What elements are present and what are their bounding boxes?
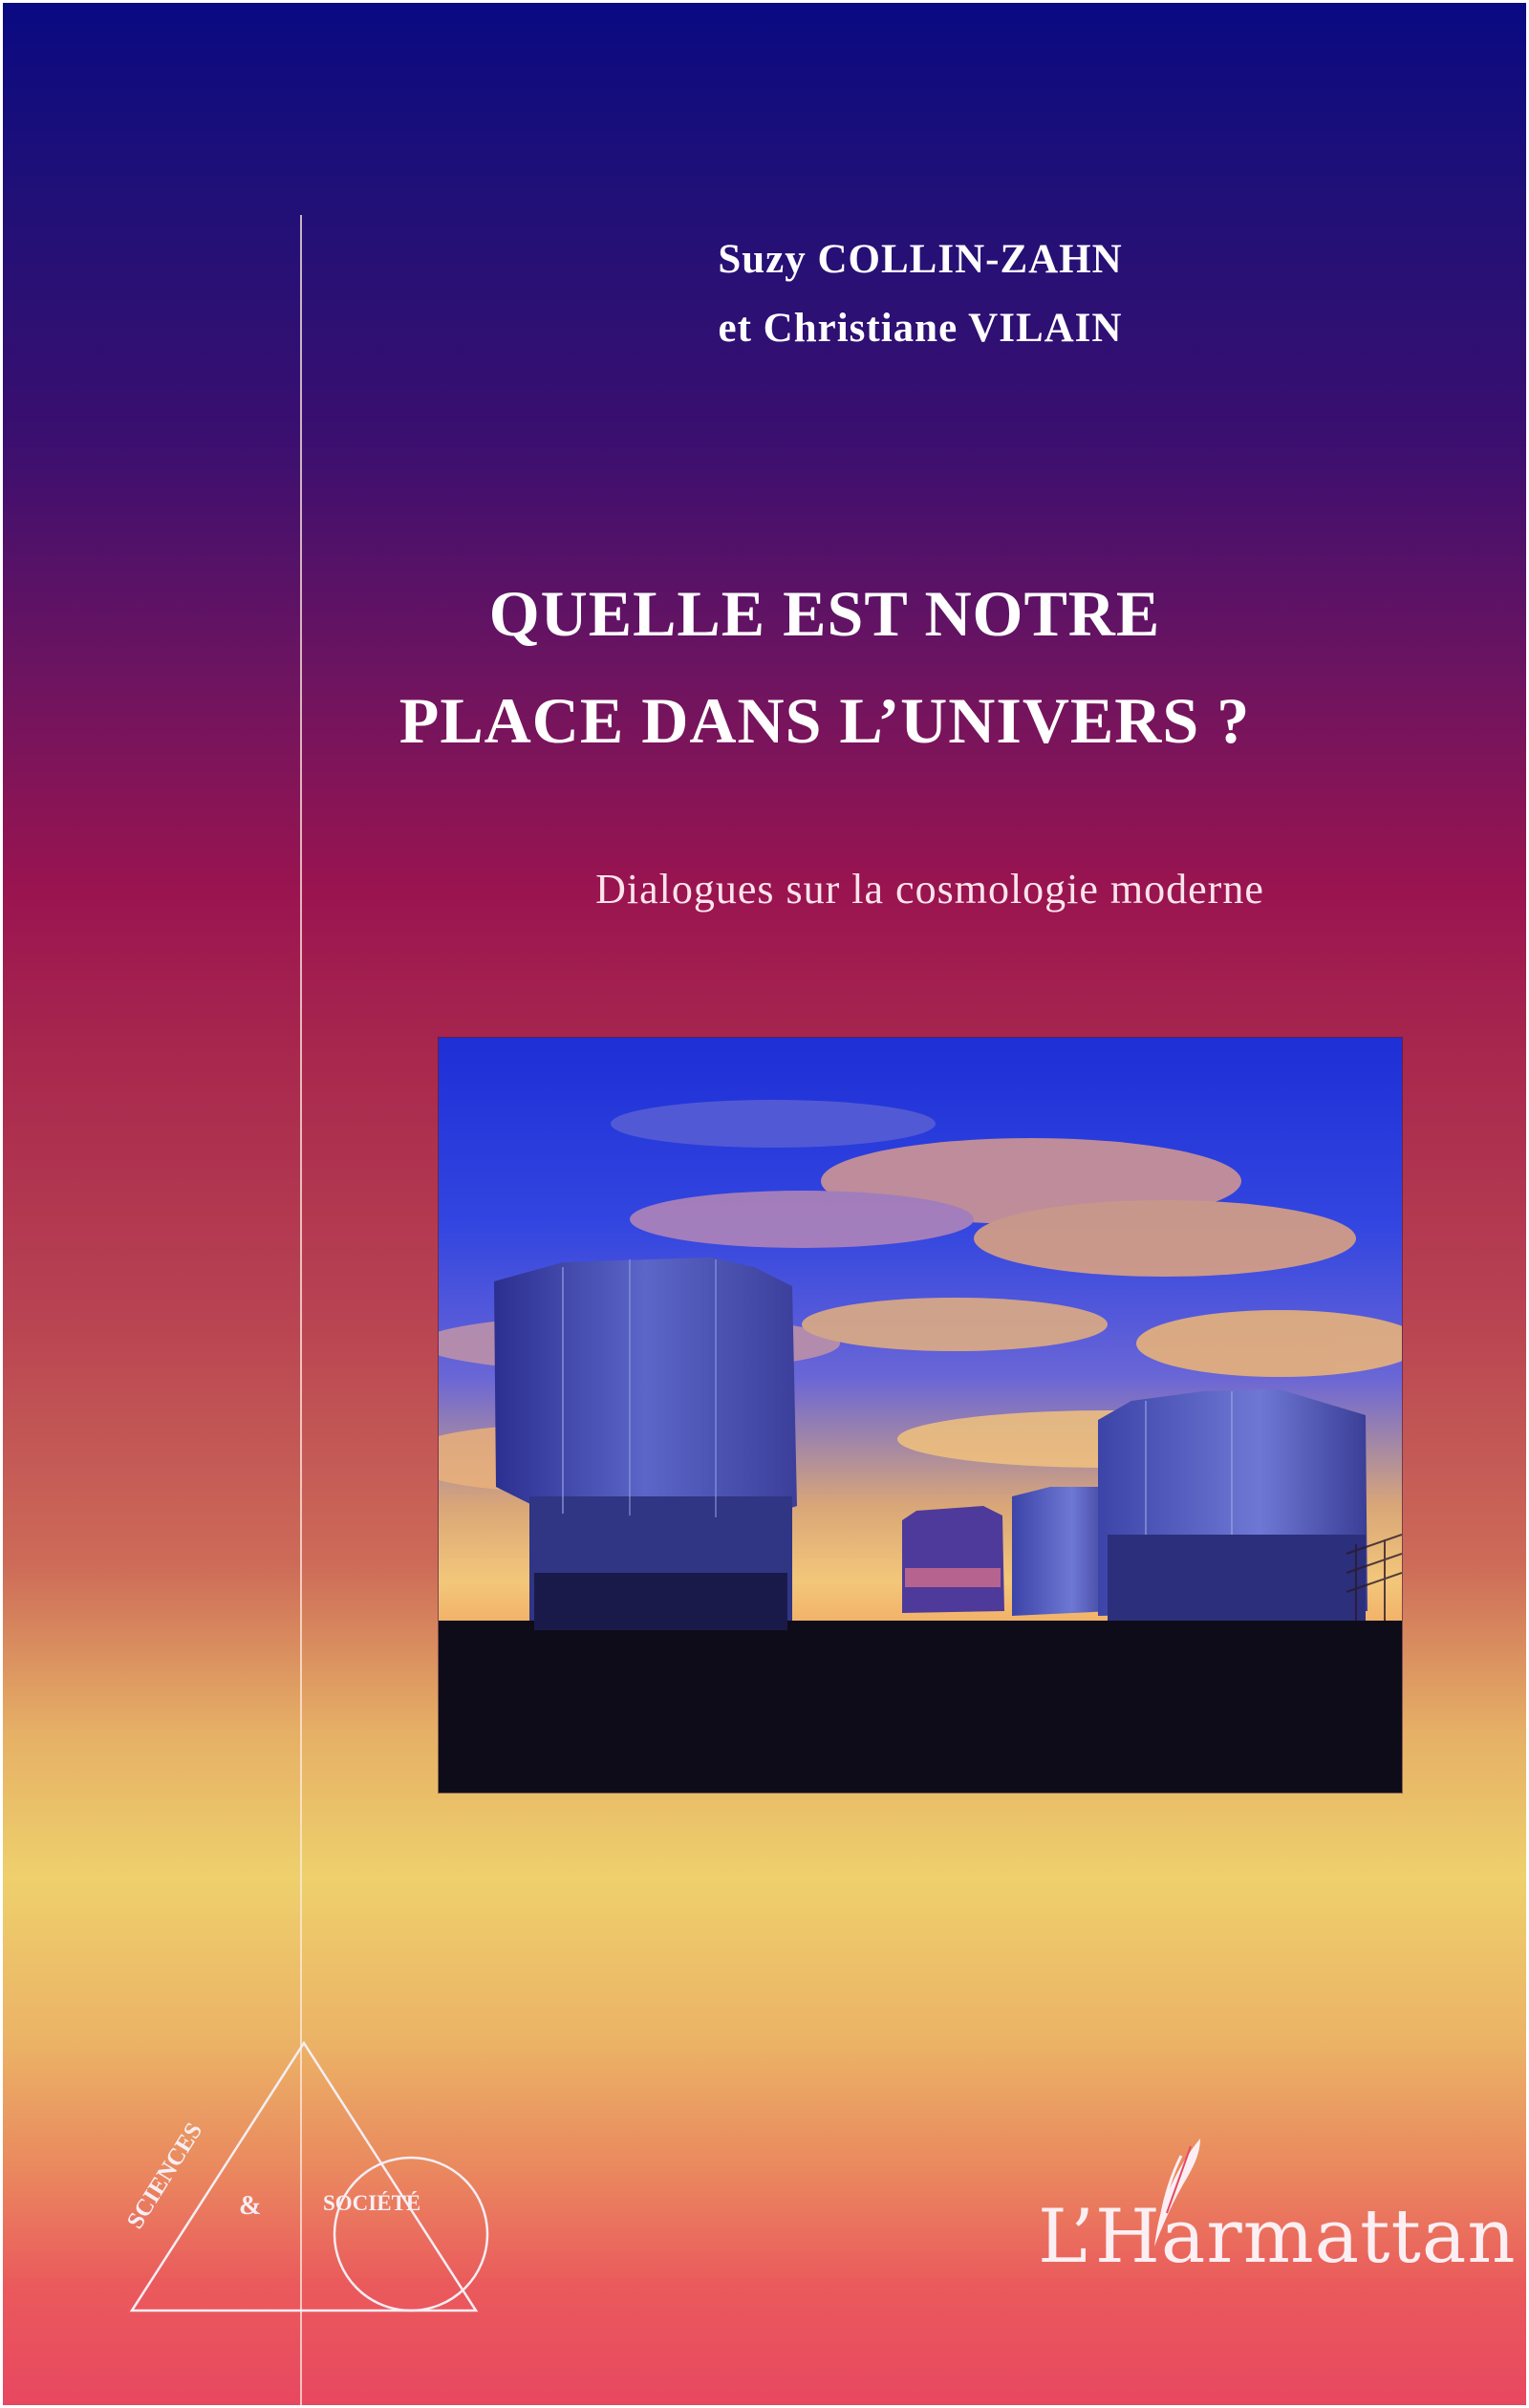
title-line-2: PLACE DANS L’UNIVERS ? <box>398 684 1251 757</box>
telescope-enclosure-left <box>494 1258 797 1630</box>
telescope-enclosure-small <box>902 1506 1004 1613</box>
triangle-circle-emblem <box>122 2024 524 2330</box>
author-line-1: Suzy COLLIN-ZAHN <box>718 237 1123 282</box>
logo-ampersand: & <box>239 2191 262 2221</box>
author-line-2: et Christiane VILAIN <box>718 306 1123 351</box>
series-logo <box>122 2024 524 2330</box>
publisher-logo <box>1038 2137 1517 2299</box>
telescope-enclosure-middle <box>1012 1487 1112 1616</box>
subtitle: Dialogues sur la cosmologie moderne <box>595 866 1264 913</box>
publisher-name: L’Harmattan <box>1038 2194 1517 2280</box>
telescope-enclosure-right <box>1098 1389 1367 1621</box>
cover-photo-telescopes <box>439 1038 1402 1793</box>
title-line-1: QUELLE EST NOTRE <box>488 577 1161 650</box>
logo-word-sciences: SCIENCES <box>122 2118 208 2234</box>
logo-word-societe: SOCIÉTÉ <box>323 2191 421 2215</box>
book-cover <box>3 3 1526 2405</box>
